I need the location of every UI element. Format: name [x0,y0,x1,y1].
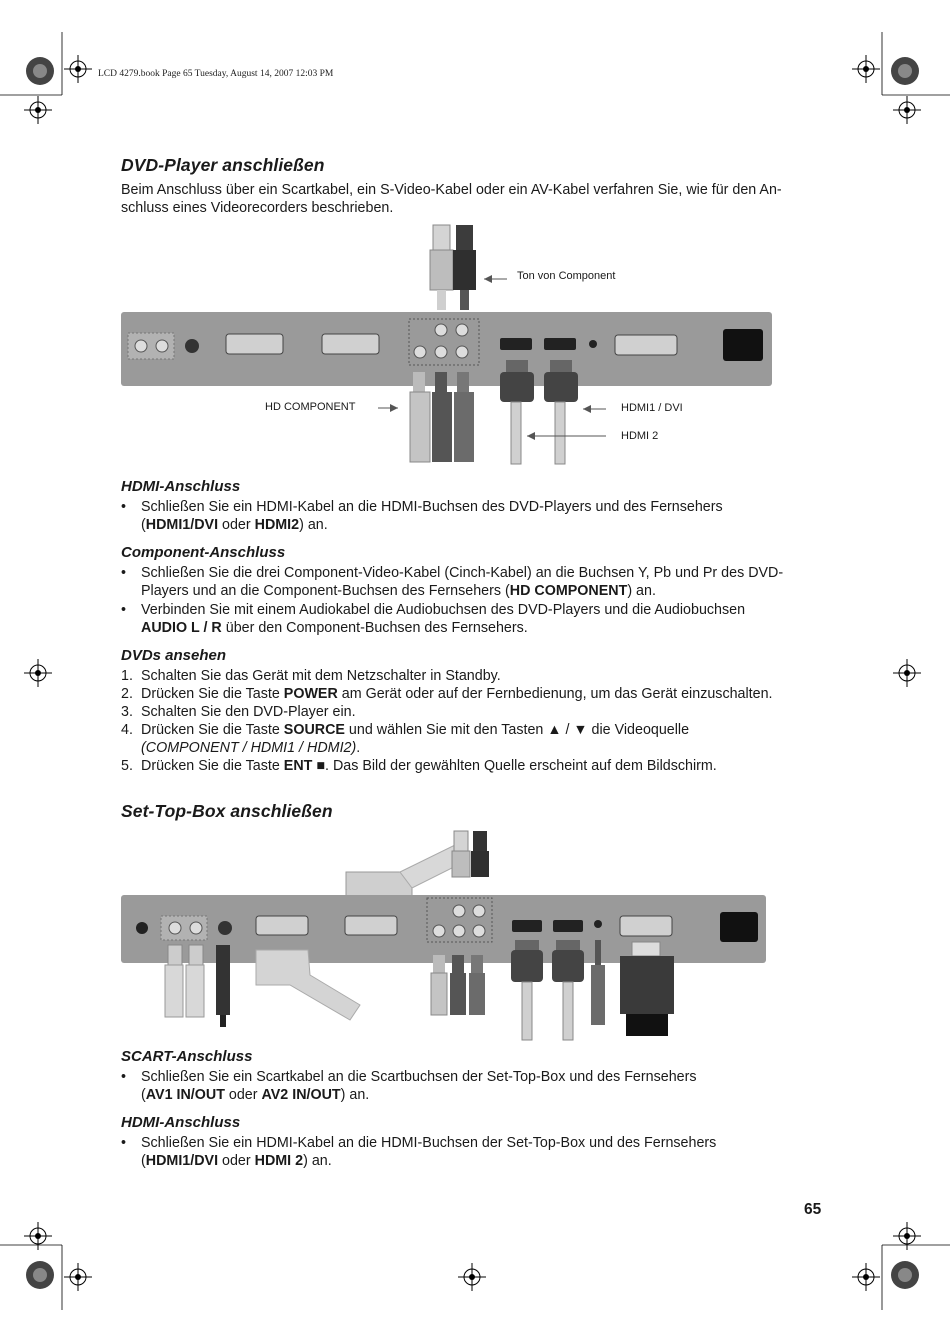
list-item: • Schließen Sie ein HDMI-Kabel an die HDMI-Buchsen der Set-Top-Box und des Fernsehers (HDMI1/DVI oder HDMI 2) an. [121,1135,717,1169]
section-title-stb: Set-Top-Box anschließen [121,801,333,821]
label-ton-von-component: Ton von Component [517,270,616,282]
subheading-hdmi-stb: HDMI-Anschluss [121,1114,241,1131]
scart-cable-bottom [256,950,360,1020]
print-header: LCD 4279.book Page 65 Tuesday, August 14, 2007 12:03 PM [98,69,334,79]
subheading-scart: SCART-Anschluss [121,1048,253,1065]
subheading-dvds-ansehen: DVDs ansehen [121,647,227,664]
dvd-intro-line2: schluss eines Videorecorders beschrieben. [121,200,394,216]
label-hdmi2: HDMI 2 [621,430,659,442]
list-item: 1. Schalten Sie das Gerät mit dem Netzschalter in Standby. [121,668,501,684]
list-item: 3. Schalten Sie den DVD-Player ein. [121,704,356,720]
list-item: 5. Drücken Sie die Taste ENT ■. Das Bild der gewählten Quelle erscheint auf dem Bildschirm. [121,758,717,774]
subheading-hdmi: HDMI-Anschluss [121,478,241,495]
dvd-intro-line1: Beim Anschluss über ein Scartkabel, ein S-Video-Kabel oder ein AV-Kabel verfahren Sie, wie für den An- [121,182,782,198]
tv-back-panel-2 [121,895,766,963]
section-title-dvd: DVD-Player anschließen [121,155,325,175]
scart-port-1 [226,334,283,354]
hdmi-plugs [500,360,578,464]
subheading-component: Component-Anschluss [121,544,286,561]
list-item: • Verbinden Sie mit einem Audiokabel die Audiobuchsen des DVD-Players und die Audiobuchsen AUDIO L / R über den Component-Buchsen des Fernsehers. [121,602,746,636]
vga-port [615,335,677,355]
label-hd-component: HD COMPONENT [265,401,356,413]
component-plugs [410,372,474,462]
label-hdmi1-dvi: HDMI1 / DVI [621,402,683,414]
page-number: 65 [804,1201,822,1218]
scart-port-2 [322,334,379,354]
hdmi-port-1 [500,338,532,350]
list-item: • Schließen Sie ein Scartkabel an die Scartbuchsen der Set-Top-Box und des Fernsehers (AV1 IN/OUT oder AV2 IN/OUT) an. [121,1069,697,1103]
scart-cable-top [400,845,468,888]
component-port-group [409,319,479,365]
audio-plug-right [453,225,476,310]
s-video-port-icon [185,339,199,353]
list-item: 4. Drücken Sie die Taste SOURCE und wählen Sie mit den Tasten ▲ / ▼ die Videoquelle (COMPONENT / HDMI1 / HDMI2). [121,722,690,756]
arrow-icon [484,275,492,283]
list-item: 2. Drücken Sie die Taste POWER am Gerät oder auf der Fernbedienung, um das Gerät einzuschalten. [121,686,773,702]
list-item: • Schließen Sie die drei Component-Video-Kabel (Cinch-Kabel) an die Buchsen Y, Pb und Pr des DVD- Players und an die Component-Buchsen des Fernsehers (HD COMPONENT) an. [121,565,784,599]
list-item: • Schließen Sie ein HDMI-Kabel an die HDMI-Buchsen des DVD-Players und des Fernsehers (HDMI1/DVI oder HDMI2) an. [121,499,723,533]
tv-back-panel [121,312,772,386]
hdmi-port-2 [544,338,576,350]
audio-plug-left [430,225,453,310]
power-socket-icon [723,329,763,361]
